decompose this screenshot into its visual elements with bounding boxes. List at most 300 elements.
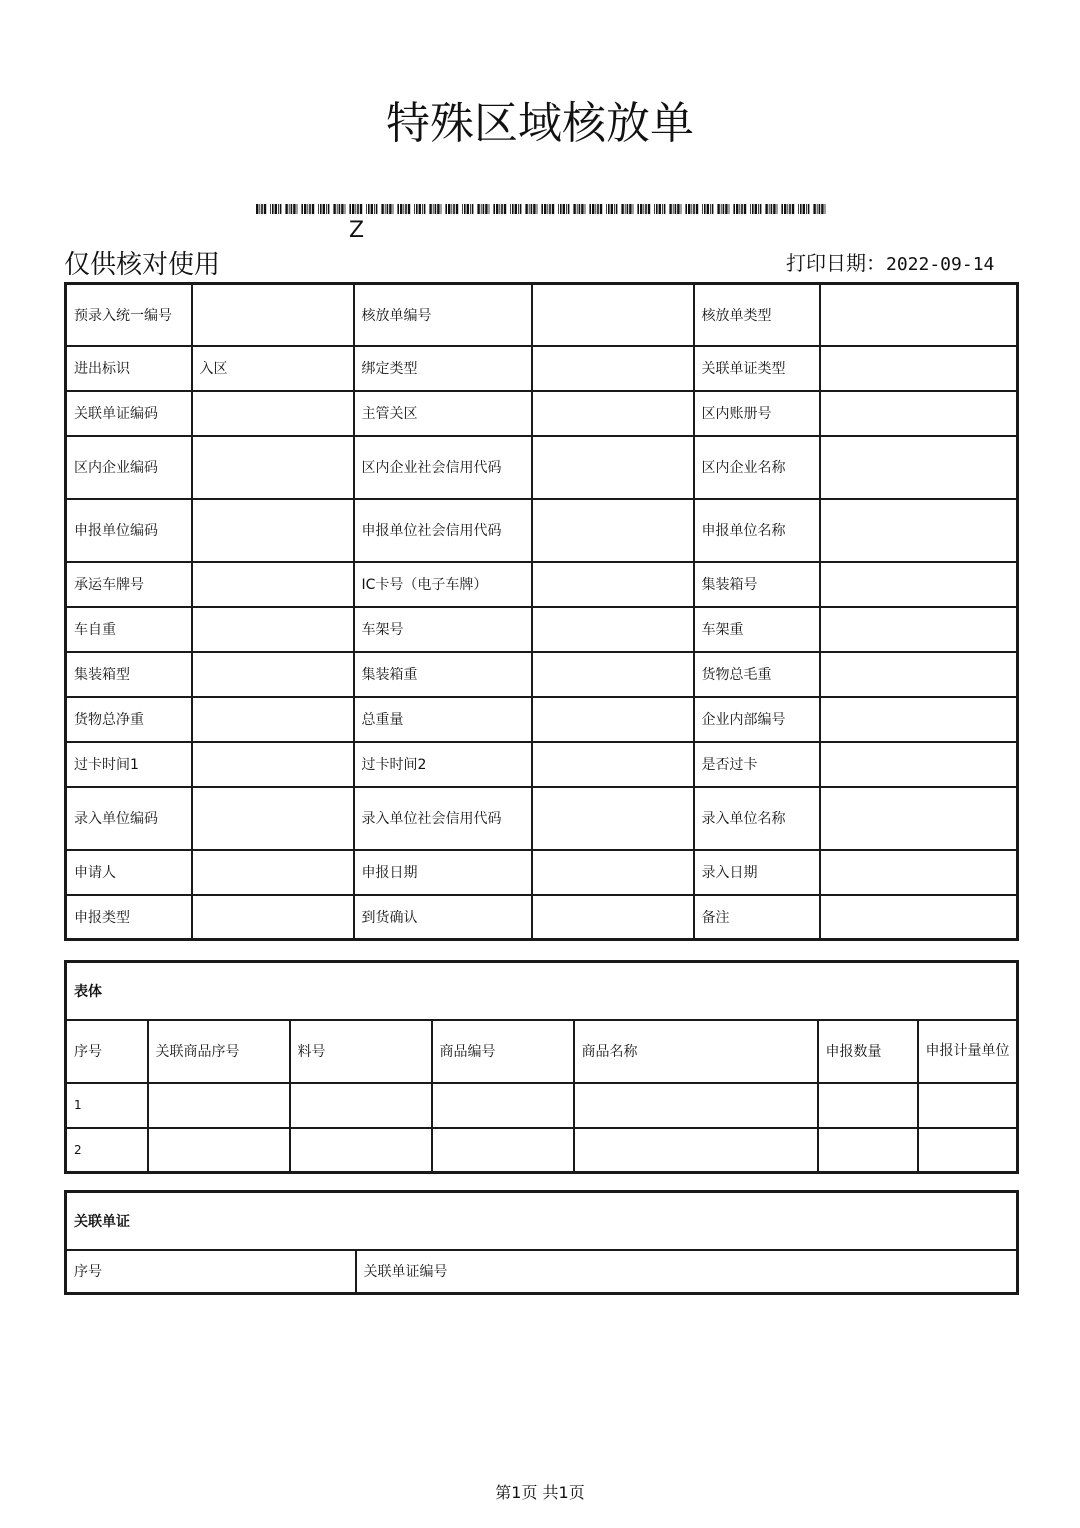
field-label: 区内企业编码 — [66, 436, 192, 499]
barcode-bar — [760, 204, 762, 214]
barcode-bar — [366, 204, 367, 214]
barcode-bar — [337, 204, 338, 214]
field-label: 车架重 — [694, 607, 820, 652]
barcode-bar — [592, 204, 594, 214]
field-label: 备注 — [694, 895, 820, 940]
barcode-bar — [419, 204, 421, 214]
barcode-bar — [537, 204, 538, 214]
barcode-bar — [357, 204, 359, 214]
related-header-row — [66, 1250, 1018, 1294]
table-cell — [290, 1083, 432, 1128]
table-cell — [818, 1128, 918, 1173]
barcode-bar — [773, 204, 775, 214]
barcode-bar — [752, 204, 754, 214]
barcode-bar — [403, 204, 404, 214]
barcode-bar — [616, 204, 618, 214]
barcode-bar — [729, 204, 730, 214]
barcode-bar — [621, 204, 623, 214]
related-docs-title: 关联单证 — [66, 1192, 1018, 1250]
barcode-bar — [349, 204, 351, 214]
barcode-bar — [600, 204, 602, 214]
barcode-bar — [453, 204, 455, 214]
barcode-bar — [643, 204, 644, 214]
barcode-bar — [501, 204, 503, 214]
barcode-bar — [721, 204, 722, 214]
field-label: 关联单证类型 — [694, 346, 820, 391]
barcode-bar — [662, 204, 663, 214]
barcode-bar — [533, 204, 535, 214]
barcode-bar — [771, 204, 773, 214]
barcode-bar — [579, 204, 581, 214]
barcode-bar — [464, 204, 466, 214]
barcode-bar — [445, 204, 447, 214]
barcode-bar — [416, 204, 418, 214]
field-label: 过卡时间2 — [354, 742, 532, 787]
field-label: 承运车牌号 — [66, 562, 192, 607]
barcode-bar — [691, 204, 692, 214]
barcode-bar — [339, 204, 341, 214]
barcode-bar — [397, 204, 399, 214]
barcode-bar — [429, 204, 431, 214]
barcode-bar — [360, 204, 362, 214]
barcode-bar — [504, 204, 506, 214]
barcode-bar — [451, 204, 452, 214]
barcode-bar — [611, 204, 613, 214]
barcode-bar — [725, 204, 727, 214]
barcode-bar — [825, 204, 826, 214]
field-label: 到货确认 — [354, 895, 532, 940]
barcode-bar — [681, 204, 682, 214]
field-value — [820, 391, 1018, 436]
barcode-bar — [437, 204, 439, 214]
barcode-bar — [702, 204, 703, 214]
field-value — [192, 652, 354, 697]
table-cell — [574, 1128, 818, 1173]
field-label: 预录入统一编号 — [66, 284, 192, 346]
barcode-bar — [328, 204, 330, 214]
field-value — [820, 346, 1018, 391]
barcode-bar — [640, 204, 642, 214]
field-value — [532, 652, 694, 697]
field-label: 过卡时间1 — [66, 742, 192, 787]
barcode-bar — [301, 204, 303, 214]
barcode-bar — [376, 204, 378, 214]
barcode-bar — [696, 204, 698, 214]
barcode-bar — [422, 204, 423, 214]
header-row — [66, 652, 1018, 697]
barcode-bar — [285, 204, 287, 214]
barcode-bar — [693, 204, 695, 214]
barcode-bar — [704, 204, 706, 214]
barcode-bar — [389, 204, 391, 214]
document-subtitle: 仅供核对使用 — [64, 250, 221, 280]
field-label: 申请人 — [66, 850, 192, 895]
barcode — [256, 204, 826, 214]
barcode-bar — [405, 204, 407, 214]
barcode-bar — [400, 204, 402, 214]
field-label: 总重量 — [354, 697, 532, 742]
barcode-bar — [744, 204, 746, 214]
barcode-bar — [485, 204, 487, 214]
column-header: 申报计量单位 — [918, 1020, 1018, 1083]
barcode-bar — [272, 204, 274, 214]
barcode-bar — [549, 204, 551, 214]
barcode-bar — [677, 204, 679, 214]
barcode-bar — [659, 204, 661, 214]
barcode-bar — [529, 204, 530, 214]
barcode-bar — [448, 204, 450, 214]
barcode-bar — [568, 204, 570, 214]
barcode-bar — [792, 204, 794, 214]
barcode-bar — [585, 204, 586, 214]
barcode-bar — [518, 204, 519, 214]
field-value — [532, 499, 694, 562]
related-docs-table — [64, 1190, 1019, 1295]
barcode-bar — [739, 204, 740, 214]
barcode-bar — [544, 204, 546, 214]
table-cell — [290, 1128, 432, 1173]
field-label: 核放单编号 — [354, 284, 532, 346]
barcode-bar — [435, 204, 437, 214]
field-label: 录入单位社会信用代码 — [354, 787, 532, 850]
header-row — [66, 346, 1018, 391]
barcode-bar — [769, 204, 770, 214]
barcode-bar — [472, 204, 474, 214]
barcode-bar — [547, 204, 548, 214]
barcode-bar — [707, 204, 709, 214]
barcode-bar — [627, 204, 629, 214]
header-row — [66, 391, 1018, 436]
barcode-bar — [673, 204, 674, 214]
barcode-bar — [496, 204, 498, 214]
barcode-bar — [278, 204, 279, 214]
barcode-bar — [385, 204, 386, 214]
field-value — [820, 850, 1018, 895]
barcode-bar — [304, 204, 306, 214]
field-value — [192, 284, 354, 346]
field-value — [820, 787, 1018, 850]
barcode-bar — [808, 204, 810, 214]
barcode-bar — [566, 204, 567, 214]
barcode-bar — [798, 204, 799, 214]
barcode-bar — [512, 204, 514, 214]
field-value — [192, 499, 354, 562]
barcode-bar — [633, 204, 634, 214]
table-cell — [432, 1083, 574, 1128]
barcode-bar — [781, 204, 783, 214]
barcode-bar — [736, 204, 738, 214]
barcode-bar — [275, 204, 277, 214]
barcode-bar — [510, 204, 511, 214]
barcode-bar — [577, 204, 578, 214]
barcode-bar — [483, 204, 485, 214]
barcode-bar — [629, 204, 631, 214]
barcode-bar — [637, 204, 639, 214]
header-row — [66, 742, 1018, 787]
barcode-bar — [293, 204, 295, 214]
barcode-bar — [393, 204, 394, 214]
field-label: 区内账册号 — [694, 391, 820, 436]
header-row — [66, 850, 1018, 895]
barcode-bar — [489, 204, 490, 214]
barcode-bar — [520, 204, 522, 214]
table-cell: 2 — [66, 1128, 148, 1173]
field-label: 是否过卡 — [694, 742, 820, 787]
field-value — [532, 742, 694, 787]
field-label: 绑定类型 — [354, 346, 532, 391]
field-label: 申报单位编码 — [66, 499, 192, 562]
barcode-bar — [789, 204, 791, 214]
barcode-bar — [355, 204, 356, 214]
column-header: 关联商品序号 — [148, 1020, 290, 1083]
field-label: 录入单位名称 — [694, 787, 820, 850]
barcode-bar — [499, 204, 500, 214]
barcode-bar — [784, 204, 786, 214]
barcode-bar — [595, 204, 596, 214]
column-header: 序号 — [66, 1250, 356, 1294]
barcode-bar — [664, 204, 666, 214]
barcode-bar — [477, 204, 479, 214]
barcode-bar — [723, 204, 725, 214]
barcode-bar — [558, 204, 559, 214]
table-cell — [818, 1083, 918, 1128]
field-label: 集装箱号 — [694, 562, 820, 607]
field-value — [820, 895, 1018, 940]
header-row — [66, 436, 1018, 499]
field-value — [192, 607, 354, 652]
header-row — [66, 284, 1018, 346]
barcode-bar — [552, 204, 554, 214]
column-header: 商品名称 — [574, 1020, 818, 1083]
barcode-bar — [733, 204, 735, 214]
field-label: 货物总净重 — [66, 697, 192, 742]
column-header: 料号 — [290, 1020, 432, 1083]
field-label: 申报单位名称 — [694, 499, 820, 562]
field-value — [820, 284, 1018, 346]
barcode-bar — [333, 204, 335, 214]
field-value — [532, 850, 694, 895]
barcode-bar — [291, 204, 293, 214]
column-header: 申报数量 — [818, 1020, 918, 1083]
barcode-bar — [470, 204, 471, 214]
barcode-bar — [645, 204, 647, 214]
barcode-bar — [374, 204, 375, 214]
barcode-bar — [467, 204, 469, 214]
barcode-bar — [581, 204, 583, 214]
header-row — [66, 697, 1018, 742]
table-cell — [148, 1083, 290, 1128]
header-row — [66, 607, 1018, 652]
field-value — [192, 850, 354, 895]
header-row — [66, 787, 1018, 850]
header-row — [66, 895, 1018, 940]
barcode-bar — [648, 204, 650, 214]
field-value — [532, 895, 694, 940]
field-value — [820, 499, 1018, 562]
field-value — [532, 284, 694, 346]
field-value — [192, 895, 354, 940]
barcode-bar — [326, 204, 327, 214]
barcode-bar — [320, 204, 322, 214]
barcode-bar — [758, 204, 759, 214]
barcode-bar — [712, 204, 714, 214]
print-date-label: 打印日期： — [786, 251, 886, 275]
header-row — [66, 499, 1018, 562]
barcode-bar — [456, 204, 458, 214]
print-date — [786, 248, 994, 280]
barcode-bar — [803, 204, 805, 214]
barcode-bar — [563, 204, 565, 214]
barcode-bar — [381, 204, 383, 214]
barcode-bar — [817, 204, 818, 214]
barcode-bar — [654, 204, 655, 214]
goods-table-title: 表体 — [66, 962, 1018, 1020]
print-date-value: 2022-09-14 — [886, 254, 995, 275]
table-cell — [148, 1128, 290, 1173]
barcode-bar — [560, 204, 562, 214]
field-value — [532, 697, 694, 742]
barcode-bar — [515, 204, 517, 214]
field-value — [532, 562, 694, 607]
field-value — [820, 562, 1018, 607]
field-label: 集装箱型 — [66, 652, 192, 697]
field-value — [820, 436, 1018, 499]
field-label: 申报单位社会信用代码 — [354, 499, 532, 562]
barcode-bar — [710, 204, 711, 214]
barcode-bar — [614, 204, 615, 214]
barcode-bar — [741, 204, 743, 214]
barcode-bar — [289, 204, 290, 214]
header-table — [64, 282, 1019, 941]
barcode-bar — [462, 204, 463, 214]
barcode-bar — [256, 204, 258, 214]
table-cell — [918, 1128, 1018, 1173]
field-label: 申报日期 — [354, 850, 532, 895]
field-value — [192, 562, 354, 607]
barcode-bar — [345, 204, 346, 214]
field-label: 关联单证编码 — [66, 391, 192, 436]
column-header: 关联单证编号 — [356, 1250, 1018, 1294]
barcode-bar — [525, 204, 527, 214]
field-value — [532, 787, 694, 850]
field-value — [532, 436, 694, 499]
field-label: 区内企业名称 — [694, 436, 820, 499]
barcode-bar — [589, 204, 591, 214]
barcode-bar — [717, 204, 719, 214]
field-value — [820, 697, 1018, 742]
barcode-bar — [675, 204, 677, 214]
field-value — [820, 652, 1018, 697]
barcode-bar — [625, 204, 626, 214]
barcode-bar — [414, 204, 415, 214]
field-label: 录入日期 — [694, 850, 820, 895]
barcode-bar — [387, 204, 389, 214]
field-label: 货物总毛重 — [694, 652, 820, 697]
barcode-bar — [765, 204, 767, 214]
barcode-bar — [368, 204, 370, 214]
field-label: 集装箱重 — [354, 652, 532, 697]
field-value — [532, 391, 694, 436]
barcode-bar — [597, 204, 599, 214]
column-header: 序号 — [66, 1020, 148, 1083]
field-label: 进出标识 — [66, 346, 192, 391]
field-label: 车架号 — [354, 607, 532, 652]
barcode-bar — [309, 204, 311, 214]
barcode-bar — [352, 204, 354, 214]
barcode-bar — [688, 204, 690, 214]
barcode-bar — [813, 204, 815, 214]
barcode-bar — [312, 204, 314, 214]
field-label: 企业内部编号 — [694, 697, 820, 742]
column-header: 商品编号 — [432, 1020, 574, 1083]
barcode-bar — [371, 204, 373, 214]
barcode-bar — [800, 204, 802, 214]
barcode-bar — [307, 204, 308, 214]
barcode-bar — [318, 204, 319, 214]
field-value — [192, 787, 354, 850]
barcode-bar — [608, 204, 610, 214]
field-value — [820, 607, 1018, 652]
barcode-text: Z — [349, 218, 365, 243]
field-label: 区内企业社会信用代码 — [354, 436, 532, 499]
goods-header-row — [66, 1020, 1018, 1083]
barcode-bar — [531, 204, 533, 214]
barcode-bar — [787, 204, 788, 214]
field-label: 核放单类型 — [694, 284, 820, 346]
header-row — [66, 562, 1018, 607]
barcode-bar — [481, 204, 482, 214]
field-value: 入区 — [192, 346, 354, 391]
barcode-bar — [750, 204, 751, 214]
barcode-bar — [408, 204, 410, 214]
table-cell: 1 — [66, 1083, 148, 1128]
barcode-bar — [777, 204, 778, 214]
barcode-bar — [270, 204, 271, 214]
barcode-bar — [261, 204, 263, 214]
barcode-bar — [280, 204, 282, 214]
barcode-bar — [541, 204, 543, 214]
field-value — [192, 697, 354, 742]
barcode-bar — [821, 204, 823, 214]
document-title: 特殊区域核放单 — [386, 98, 694, 149]
barcode-bar — [433, 204, 434, 214]
table-row — [66, 1128, 1018, 1173]
barcode-bar — [259, 204, 260, 214]
field-value — [532, 607, 694, 652]
barcode-bar — [669, 204, 671, 214]
field-value — [192, 391, 354, 436]
field-value — [820, 742, 1018, 787]
field-value — [192, 436, 354, 499]
barcode-bar — [441, 204, 442, 214]
barcode-bar — [755, 204, 757, 214]
barcode-bar — [297, 204, 298, 214]
barcode-bar — [323, 204, 325, 214]
barcode-bar — [656, 204, 658, 214]
field-label: 主管关区 — [354, 391, 532, 436]
table-cell — [574, 1083, 818, 1128]
goods-table — [64, 960, 1019, 1174]
table-row — [66, 1083, 1018, 1128]
barcode-bar — [806, 204, 807, 214]
barcode-bar — [264, 204, 266, 214]
field-label: 录入单位编码 — [66, 787, 192, 850]
barcode-bar — [493, 204, 495, 214]
barcode-bar — [819, 204, 821, 214]
field-label: IC卡号（电子车牌） — [354, 562, 532, 607]
field-value — [532, 346, 694, 391]
barcode-bar — [424, 204, 426, 214]
